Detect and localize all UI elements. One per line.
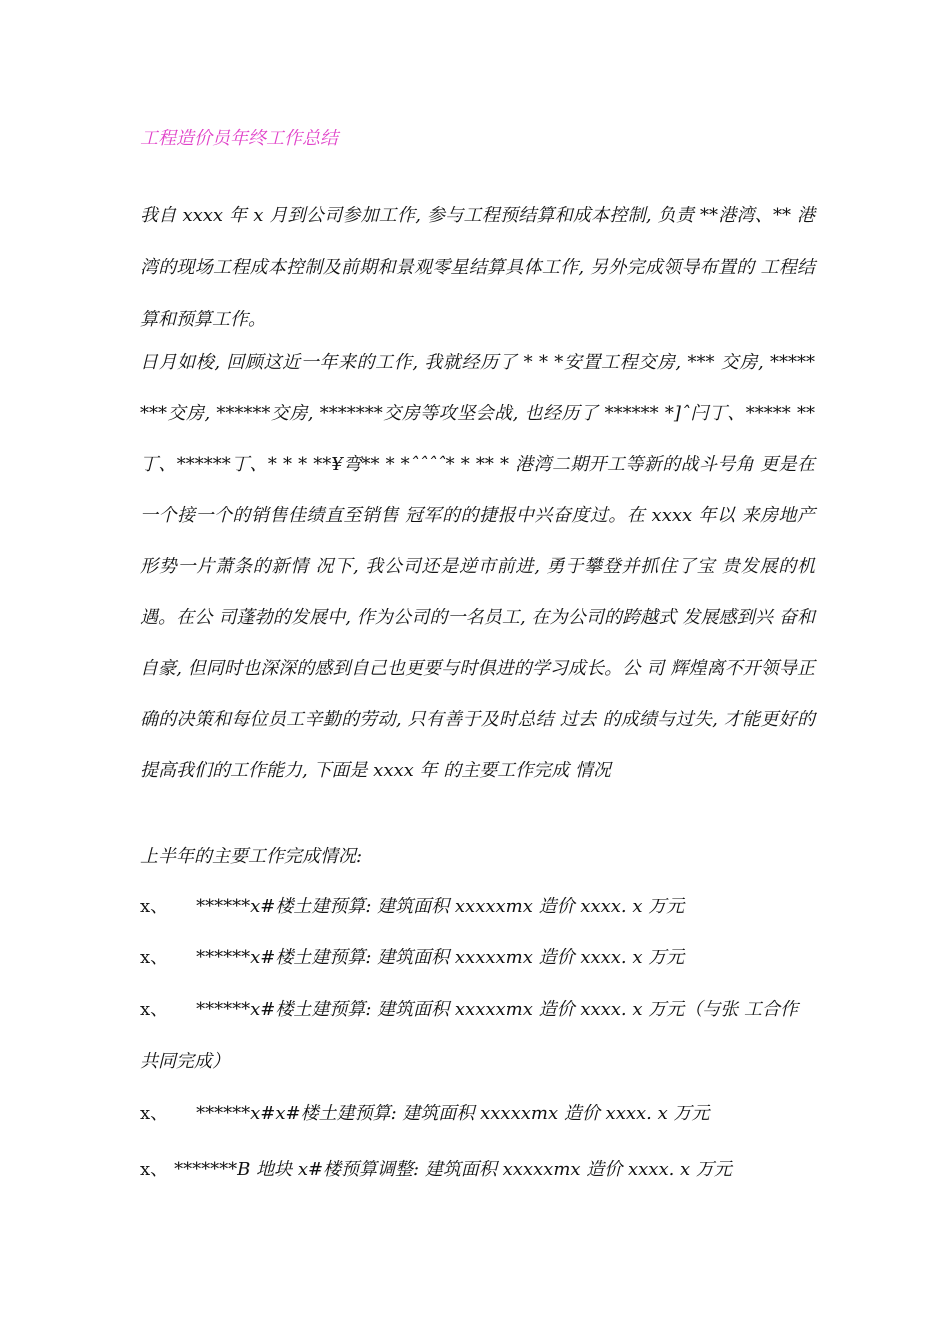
list-item — [140, 1155, 732, 1181]
list-item-text: ******x#x#楼土建预算: 建筑面积 xxxxxmx 造价 xxxx. x 万元 — [196, 1103, 710, 1124]
list-marker: x、 — [140, 1159, 169, 1180]
list-item-text: ******x#楼土建预算: 建筑面积 xxxxxmx 造价 xxxx. x 万元（与张 工合作 — [196, 999, 798, 1020]
list-marker: x、 — [140, 999, 169, 1020]
list-item-text: ******x#楼土建预算: 建筑面积 xxxxxmx 造价 xxxx. x 万元 — [196, 947, 685, 968]
list-marker: x、 — [140, 896, 169, 917]
paragraph-review: 日月如梭, 回顾这近一年来的工作, 我就经历了 * * *安置工程交房, *** 交房, ***** ***交房, ******交房, *******交房等攻坚会战, 也经历了 ****** *]ˆ闩丁、***** **丁、******丁、* * * **¥弯** * *ˆˆˆˆ* * ** * 港湾二期开工等新的战斗号角 更是在一个接一个的销售佳绩直至销售 冠军的的捷报中兴奋度过。在 xxxx 年以 来房地产形势一片萧条的新情 况下, 我公司还是逆市前进, 勇于攀登并抓住了宝 贵发展的机遇。在公 司蓬勃的发展中, 作为公司的一名员工, 在为公司的跨越式 发展感到兴 奋和自豪, 但同时也深深的感到自己也更要与时俱进的学习成长。公 司 辉煌离不开领导正确的决策和每位员工辛勤的劳动, 只有善于及时总结 过去 的成绩与过失, 才能更好的提高我们的工作能力, 下面是 xxxx 年 的主要工作完成 情况 — [140, 352, 815, 781]
list-marker: x、 — [140, 1103, 169, 1124]
paragraph-intro: 我自 xxxx 年 x 月到公司参加工作, 参与工程预结算和成本控制, 负责 **港湾、** 港湾的现场工程成本控制及前期和景观零星结算具体工作, 另外完成领导布置的 工程结算和预算工作。 — [140, 205, 815, 330]
list-item — [140, 995, 798, 1021]
list-item-text: *******B 地块 x#楼预算调整: 建筑面积 xxxxxmx 造价 xxxx. x 万元 — [174, 1159, 732, 1180]
list-item — [140, 943, 684, 969]
document-title: 工程造价员年终工作总结 — [140, 128, 338, 149]
list-item — [140, 1099, 709, 1125]
list-item-continuation: 共同完成） — [140, 1051, 230, 1072]
list-marker: x、 — [140, 947, 169, 968]
list-item-text: ******x#楼土建预算: 建筑面积 xxxxxmx 造价 xxxx. x 万元 — [196, 896, 685, 917]
list-item — [140, 892, 684, 918]
subheading-first-half: 上半年的主要工作完成情况: — [140, 846, 363, 867]
